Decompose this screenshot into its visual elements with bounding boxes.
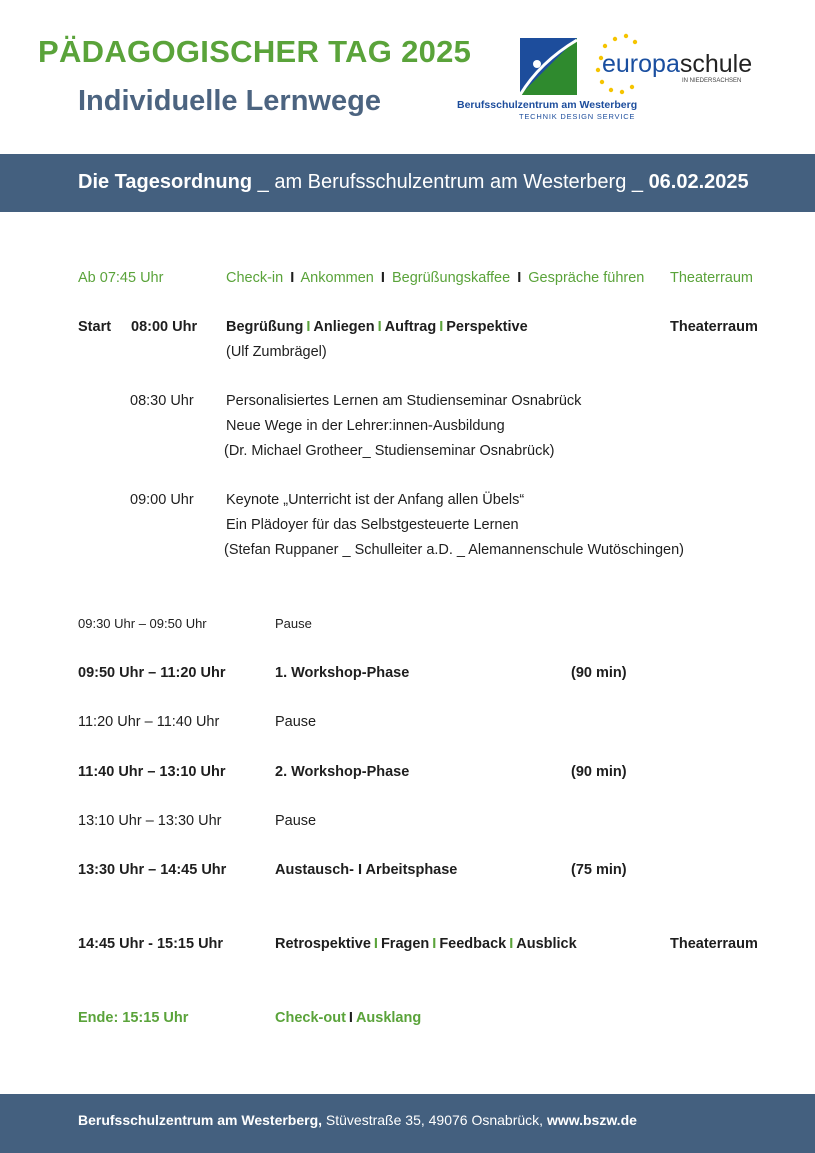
schedule-row-duration: (75 min) bbox=[571, 862, 627, 878]
talk1-subtitle: Neue Wege in der Lehrer:innen-Ausbildung bbox=[226, 418, 505, 434]
school-logo bbox=[455, 32, 770, 124]
footer-text: Berufsschulzentrum am Westerberg, Stüvestraße 35, 49076 Osnabrück, www.bszw.de bbox=[78, 1112, 637, 1128]
schedule-row-duration: (90 min) bbox=[571, 764, 627, 780]
end-items: Check-out I Ausklang bbox=[275, 1010, 422, 1026]
checkin-time: Ab 07:45 Uhr bbox=[78, 270, 164, 286]
start-time: 08:00 Uhr bbox=[131, 319, 198, 335]
schedule-row-time: 09:30 Uhr – 09:50 Uhr bbox=[78, 616, 207, 631]
schedule-row-activity: Pause bbox=[275, 813, 317, 829]
schedule-row-time: 09:50 Uhr – 11:20 Uhr bbox=[78, 665, 226, 681]
schedule-row-time: 11:40 Uhr – 13:10 Uhr bbox=[78, 764, 226, 780]
talk2-subtitle: Ein Plädoyer für das Selbstgesteuerte Lernen bbox=[226, 517, 519, 533]
banner-title: Die Tagesordnung _ am Berufsschulzentrum am Westerberg _ 06.02.2025 bbox=[78, 171, 749, 193]
start-room: Theaterraum bbox=[670, 319, 758, 335]
talk1-speaker: (Dr. Michael Grotheer_ Studienseminar Osnabrück) bbox=[224, 443, 555, 459]
schedule-row-activity: Pause bbox=[275, 714, 317, 730]
start-label: Start bbox=[78, 319, 112, 335]
logo-europa-region: IN NIEDERSACHSEN bbox=[682, 78, 742, 84]
schedule-row-time: 13:30 Uhr – 14:45 Uhr bbox=[78, 862, 227, 878]
checkin-room: Theaterraum bbox=[670, 270, 754, 286]
checkin-items: Check-in I Ankommen I Begrüßungskaffee I Gespräche führen bbox=[226, 270, 645, 286]
talk1-title: Personalisiertes Lernen am Studienseminar Osnabrück bbox=[226, 393, 582, 409]
schedule-row-activity: Austausch- I Arbeitsphase bbox=[275, 862, 458, 878]
retro-time: 14:45 Uhr - 15:15 Uhr bbox=[78, 936, 224, 952]
talk2-title: Keynote „Unterricht ist der Anfang allen Übels“ bbox=[226, 492, 525, 508]
logo-school-tagline: TECHNIK DESIGN SERVICE bbox=[519, 112, 636, 121]
end-time: Ende: 15:15 Uhr bbox=[78, 1010, 189, 1026]
schedule-row-duration: (90 min) bbox=[571, 665, 627, 681]
footer-website-link[interactable]: www.bszw.de bbox=[546, 1112, 637, 1128]
talk2-time: 09:00 Uhr bbox=[130, 492, 194, 508]
schedule-row-activity: 1. Workshop-Phase bbox=[275, 665, 410, 681]
page-title: PÄDAGOGISCHER TAG 2025 bbox=[38, 34, 472, 69]
page-subtitle: Individuelle Lernwege bbox=[78, 85, 381, 117]
schedule-row-activity: Pause bbox=[275, 616, 312, 631]
logo-europa-text: europaschule bbox=[602, 50, 753, 78]
schedule-row-activity: 2. Workshop-Phase bbox=[275, 764, 410, 780]
talk1-time: 08:30 Uhr bbox=[130, 393, 194, 409]
schedule-row-time: 13:10 Uhr – 13:30 Uhr bbox=[78, 813, 222, 829]
start-items: Begrüßung I Anliegen I Auftrag I Perspektive bbox=[226, 319, 528, 335]
start-speaker: (Ulf Zumbrägel) bbox=[226, 344, 327, 360]
retro-room: Theaterraum bbox=[670, 936, 758, 952]
retro-items: Retrospektive I Fragen I Feedback I Ausblick bbox=[275, 936, 577, 952]
logo-school-name: Berufsschulzentrum am Westerberg bbox=[457, 99, 638, 111]
schedule-row-time: 11:20 Uhr – 11:40 Uhr bbox=[78, 714, 220, 730]
talk2-speaker: (Stefan Ruppaner _ Schulleiter a.D. _ Alemannenschule Wutöschingen) bbox=[224, 542, 684, 558]
